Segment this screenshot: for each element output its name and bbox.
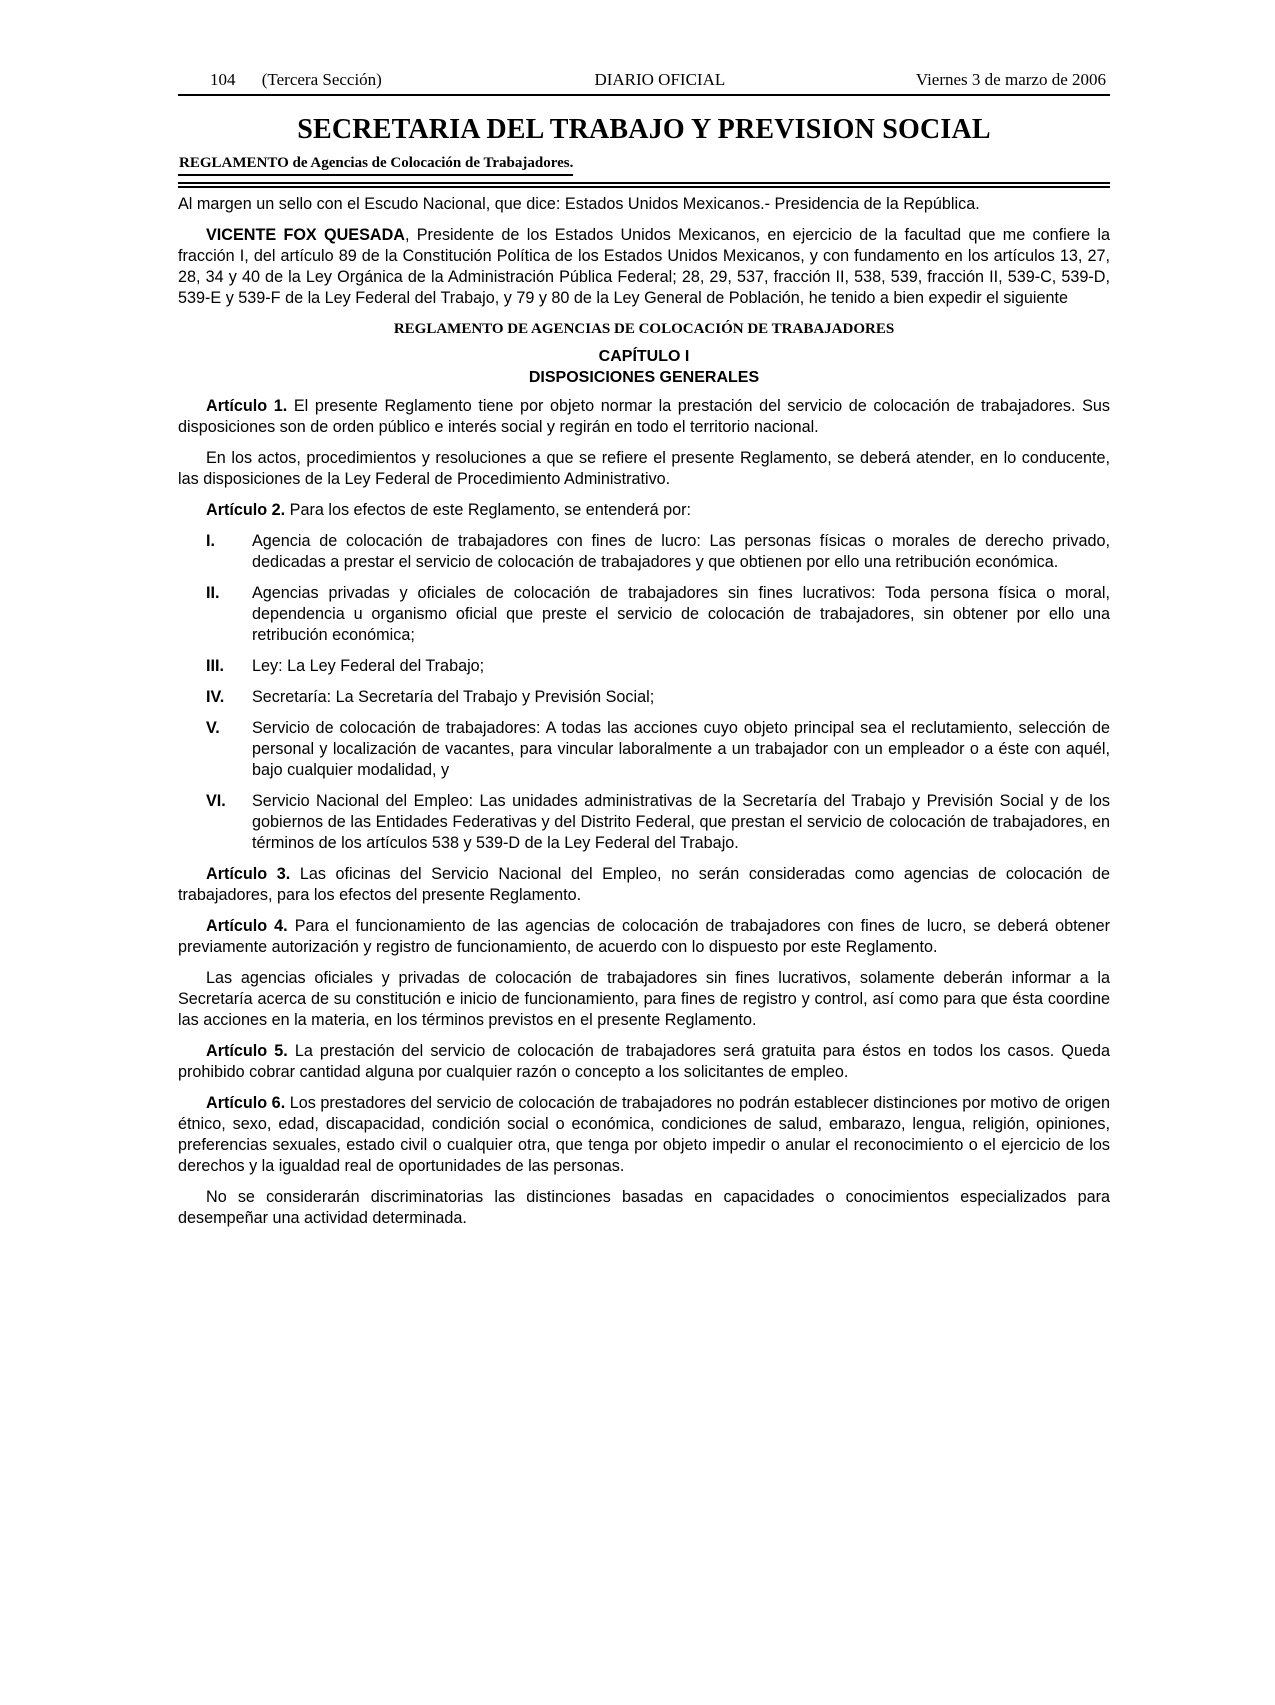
president-name: VICENTE FOX QUESADA bbox=[206, 226, 405, 244]
section-label: (Tercera Sección) bbox=[261, 70, 382, 89]
item-number: V. bbox=[206, 719, 220, 737]
article-6-paragraph-2: No se considerarán discriminatorias las distinciones basadas en capacidades o conocimientos especializados para desempeñar una actividad determinada. bbox=[178, 1188, 1110, 1227]
article-1-text: El presente Reglamento tiene por objeto normar la prestación del servicio de colocación de trabajadores. Sus disposiciones son de orden público e interés social y regirán en todo el territorio nacional. bbox=[178, 397, 1111, 436]
item-text: Secretaría: La Secretaría del Trabajo y Previsión Social; bbox=[252, 688, 655, 706]
article-2-text: Para los efectos de este Reglamento, se entenderá por: bbox=[285, 501, 691, 519]
agency-heading: SECRETARIA DEL TRABAJO Y PREVISION SOCIAL bbox=[297, 114, 991, 145]
definitions-list bbox=[178, 531, 1110, 854]
item-text: Agencias privadas y oficiales de colocación de trabajadores sin fines lucrativos: Toda persona física o moral, dependencia u organismo oficial que preste el servicio de colocación de trabajadores, sin obtener por ello una retribución económica; bbox=[252, 584, 1110, 644]
article-5-text: La prestación del servicio de colocación de trabajadores será gratuita para éstos en todos los casos. Queda prohibido cobrar cantidad alguna por cualquier razón o concepto a los solicitantes de empleo. bbox=[178, 1042, 1110, 1081]
item-number: III. bbox=[206, 657, 224, 675]
decree-rule-bottom bbox=[178, 186, 1110, 188]
president-text: , Presidente de los Estados Unidos Mexicanos, en ejercicio de la facultad que me confiere la fracción I, del artículo 89 de la Constitución Política de los Estados Unidos Mexicanos, y con fundamento en los artículos 13, 27, 28, 34 y 40 de la Ley Orgánica de la Administración Pública Federal; 28, 29, 537, fracción II, 538, 539, fracción II, 539-C, 539-D, 539-E y 539-F de la Ley Federal del Trabajo, y 79 y 80 de la Ley General de Población, he tenido a bien expedir el siguiente bbox=[178, 226, 1110, 307]
page-number: 104 bbox=[210, 70, 236, 89]
article-3 bbox=[178, 864, 1110, 906]
president-paragraph bbox=[178, 225, 1110, 309]
article-4-paragraph-2: Las agencias oficiales y privadas de colocación de trabajadores sin fines lucrativos, solamente deberán informar a la Secretaría acerca de su constitución e inicio de funcionamiento, para fines de registro y control, así como para que ésta coordine las acciones en la materia, en los términos previstos en el presente Reglamento. bbox=[178, 969, 1110, 1029]
article-6-label: Artículo 6. bbox=[206, 1094, 286, 1112]
decree-title-bold: REGLAMENTO bbox=[179, 155, 289, 171]
article-1-label: Artículo 1. bbox=[206, 397, 288, 415]
item-text: Agencia de colocación de trabajadores con fines de lucro: Las personas físicas o morales de derecho privado, dedicadas a prestar el servicio de colocación de trabajadores y que obtienen por ello una retribución económica. bbox=[252, 532, 1110, 571]
chapter-number: CAPÍTULO I bbox=[598, 348, 690, 365]
header-rule bbox=[178, 94, 1110, 96]
item-number: VI. bbox=[206, 792, 226, 810]
article-6-text: Los prestadores del servicio de colocación de trabajadores no podrán establecer distinciones por motivo de origen étnico, sexo, edad, discapacidad, condición social o económica, condiciones de salud, embarazo, lengua, religión, opiniones, preferencias sexuales, estado civil o cualquier otra, que tenga por objeto impedir o anular el reconocimiento o el ejercicio de los derechos y la igualdad real de oportunidades de las personas. bbox=[178, 1094, 1110, 1175]
seal-paragraph: Al margen un sello con el Escudo Nacional, que dice: Estados Unidos Mexicanos.- Presidencia de la República. bbox=[178, 195, 980, 213]
decree-title-rest: de Agencias de Colocación de Trabajadores. bbox=[288, 155, 574, 171]
article-2 bbox=[178, 500, 1110, 521]
item-text: Servicio Nacional del Empleo: Las unidades administrativas de la Secretaría del Trabajo y Previsión Social y de los gobiernos de las Entidades Federativas y del Distrito Federal, que prestan el servicio de colocación de trabajadores, en términos de los artículos 538 y 539-D de la Ley Federal del Trabajo. bbox=[252, 792, 1110, 852]
list-item bbox=[178, 656, 1110, 677]
article-1-paragraph-2: En los actos, procedimientos y resoluciones a que se refiere el presente Reglamento, se deberá atender, en lo conducente, las disposiciones de la Ley Federal de Procedimiento Administrativo. bbox=[178, 449, 1110, 488]
article-4 bbox=[178, 916, 1110, 958]
item-text: Servicio de colocación de trabajadores: A todas las acciones cuyo objeto principal sea el reclutamiento, selección de personal y localización de vacantes, para vincular laboralmente a un trabajador con un empleador o a éste con aquél, bajo cualquier modalidad, y bbox=[252, 719, 1110, 779]
article-3-text: Las oficinas del Servicio Nacional del Empleo, no serán consideradas como agencias de colocación de trabajadores, para los efectos del presente Reglamento. bbox=[178, 865, 1110, 904]
chapter-name: DISPOSICIONES GENERALES bbox=[528, 369, 760, 386]
publication-date: Viernes 3 de marzo de 2006 bbox=[915, 70, 1106, 89]
list-item bbox=[178, 531, 1110, 573]
decree-rule-top bbox=[178, 182, 1110, 184]
article-4-text: Para el funcionamiento de las agencias de colocación de trabajadores con fines de lucro, se deberá obtener previamente autorización y registro de funcionamiento, de acuerdo con lo dispuesto por este Reglamento. bbox=[178, 917, 1110, 956]
article-6 bbox=[178, 1093, 1110, 1177]
article-2-label: Artículo 2. bbox=[206, 501, 286, 519]
item-text: Ley: La Ley Federal del Trabajo; bbox=[252, 657, 485, 675]
article-4-label: Artículo 4. bbox=[206, 917, 288, 935]
document-page bbox=[178, 70, 1110, 1239]
article-1 bbox=[178, 396, 1110, 438]
page-header bbox=[178, 70, 1110, 92]
item-number: IV. bbox=[206, 688, 225, 706]
document-body bbox=[178, 194, 1110, 1229]
list-item bbox=[178, 718, 1110, 781]
decree-title bbox=[178, 155, 573, 176]
item-number: II. bbox=[206, 584, 220, 602]
chapter-heading bbox=[178, 346, 1110, 388]
regulation-title: REGLAMENTO DE AGENCIAS DE COLOCACIÓN DE TRABAJADORES bbox=[393, 321, 895, 337]
article-5 bbox=[178, 1041, 1110, 1083]
article-3-label: Artículo 3. bbox=[206, 865, 291, 883]
list-item bbox=[178, 791, 1110, 854]
article-5-label: Artículo 5. bbox=[206, 1042, 288, 1060]
publication-name: DIARIO OFICIAL bbox=[594, 70, 726, 89]
list-item bbox=[178, 583, 1110, 646]
header-left bbox=[210, 70, 404, 90]
item-number: I. bbox=[206, 532, 215, 550]
list-item bbox=[178, 687, 1110, 708]
